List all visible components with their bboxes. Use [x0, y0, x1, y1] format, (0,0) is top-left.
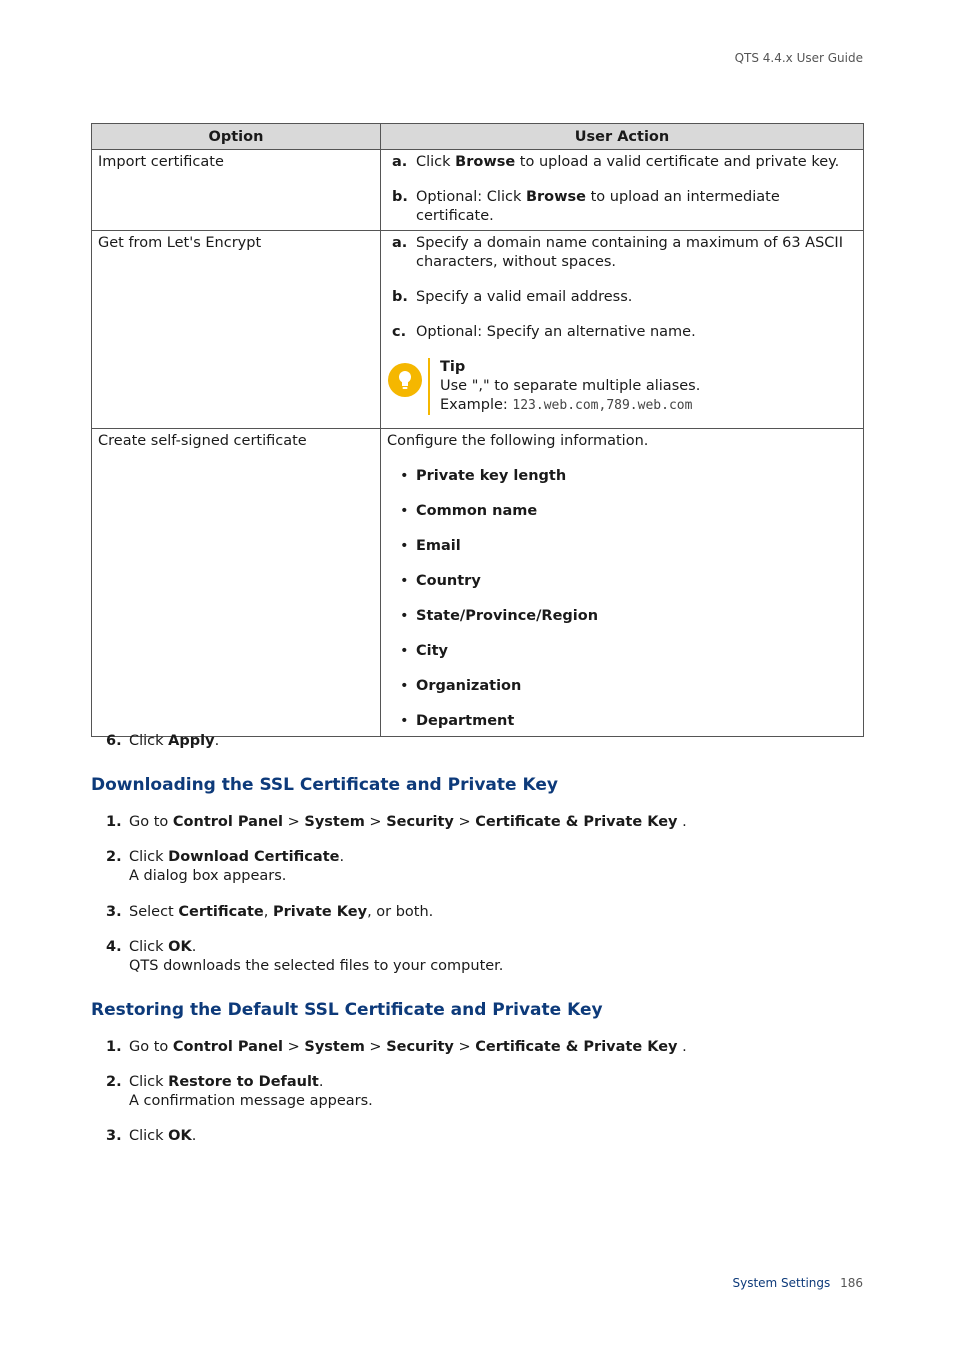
action-step: [387, 188, 857, 226]
restore-step: 3. Click OK.: [106, 1128, 197, 1144]
action-step: [387, 288, 857, 307]
tip-title: Tip: [440, 359, 466, 375]
section-title-download: Downloading the SSL Certificate and Private Key: [91, 775, 558, 795]
step-letter: c.: [392, 324, 407, 340]
table-header-row: [92, 124, 864, 150]
step-apply: 6. Click Apply.: [106, 733, 220, 749]
lightbulb-icon: [388, 363, 422, 397]
list-item: • State/Province/Region: [400, 608, 599, 624]
footer: [732, 1276, 863, 1290]
step-result: A dialog box appears.: [129, 868, 287, 884]
table-header-option: Option: [92, 124, 381, 150]
action-cell: [381, 429, 864, 737]
table-row: [92, 231, 864, 429]
list-item: • Private key length: [400, 468, 567, 484]
list-item: • Email: [400, 538, 461, 554]
download-step: 3. Select Certificate, Private Key, or both.: [106, 904, 434, 920]
option-cell: Get from Let's Encrypt: [92, 231, 381, 429]
action-step: [387, 153, 857, 172]
action-cell: [381, 150, 864, 231]
action-step: [387, 234, 857, 272]
step-text: Specify a valid email address.: [416, 289, 633, 305]
restore-step: 1. Go to Control Panel > System > Security > Certificate & Private Key .: [106, 1039, 687, 1055]
step-letter: a.: [392, 235, 408, 251]
step-letter: b.: [392, 189, 408, 205]
field-list: [387, 467, 857, 731]
download-step: 1. Go to Control Panel > System > Security > Certificate & Private Key .: [106, 814, 687, 830]
step-result: A confirmation message appears.: [129, 1093, 373, 1109]
table-header-user-action: User Action: [381, 124, 864, 150]
restore-step: 2. Click Restore to Default. A confirmation message appears.: [106, 1074, 373, 1109]
option-cell: Create self-signed certificate: [92, 429, 381, 737]
step-letter: a.: [392, 154, 408, 170]
step-text: Optional: Specify an alternative name.: [416, 324, 696, 340]
step-result: QTS downloads the selected files to your computer.: [129, 958, 504, 974]
tip-example-value: 123.web.com,789.web.com: [512, 398, 693, 413]
download-step: 4. Click OK. QTS downloads the selected files to your computer.: [106, 939, 504, 974]
tip-text: Use "," to separate multiple aliases.: [440, 378, 701, 394]
download-step: 2. Click Download Certificate. A dialog box appears.: [106, 849, 345, 884]
list-item: • Common name: [400, 503, 538, 519]
options-table: [91, 123, 864, 737]
section-title-restore: Restoring the Default SSL Certificate and Private Key: [91, 1000, 603, 1020]
table-row: [92, 429, 864, 737]
action-step: [387, 323, 857, 342]
list-item: • Department: [400, 713, 515, 729]
list-item: • Organization: [400, 678, 522, 694]
action-cell: [381, 231, 864, 429]
tip-example: Example: 123.web.com,789.web.com: [440, 397, 693, 413]
list-item: • City: [400, 643, 448, 659]
page-number: 186: [840, 1276, 863, 1290]
option-cell: Import certificate: [92, 150, 381, 231]
tip-box: [387, 358, 857, 415]
step-text: Specify a domain name containing a maximum of 63 ASCII characters, without spaces.: [416, 235, 843, 270]
header-guide-title: QTS 4.4.x User Guide: [734, 51, 863, 65]
action-intro: Configure the following information.: [387, 433, 649, 449]
tip-content: [428, 358, 700, 415]
footer-chapter: System Settings: [732, 1276, 831, 1290]
table-row: [92, 150, 864, 231]
list-item: • Country: [400, 573, 481, 589]
step-text: Optional: Click Browse to upload an intermediate certificate.: [416, 189, 780, 224]
step-text: Click Browse to upload a valid certificate and private key.: [416, 154, 840, 170]
step-letter: b.: [392, 289, 408, 305]
